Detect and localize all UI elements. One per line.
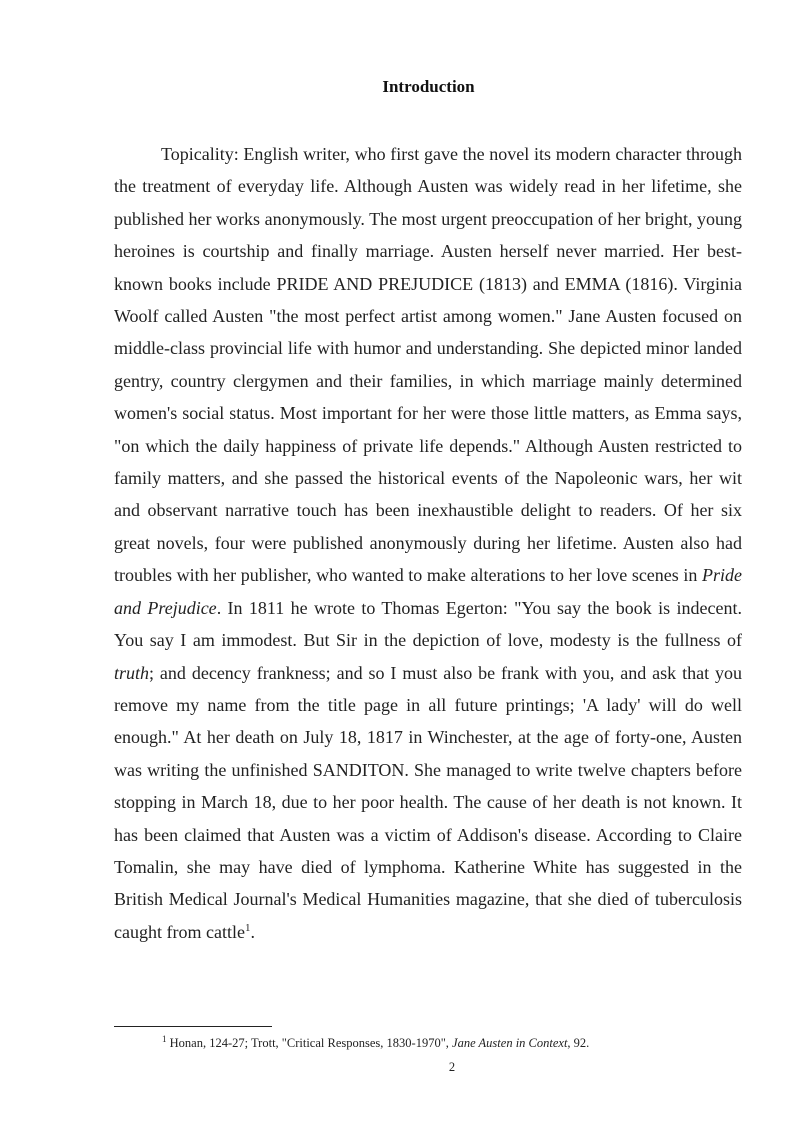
italic-word-truth: truth — [114, 662, 150, 683]
footnote-text-end: , 92. — [567, 1036, 590, 1050]
body-text-part-4: . — [250, 921, 255, 942]
footnote-separator — [114, 1026, 272, 1027]
body-text-part-3: ; and decency frankness; and so I must also be frank with you, and ask that you remove my name from the title page in all future printings; 'A lady' will do well enough." At her death on July 18, 1817 in Winchester, at the age of forty-one, Austen was writing the unfinished SANDITON. She managed to write twelve chapters before stopping in March 18, due to her poor health. The cause of her death is not known. It has been claimed that Austen was a victim of Addison's disease. According to Claire Tomalin, she may have died of lymphoma. Katherine White has suggested in the British Medical Journal's Medical Humanities magazine, that she died of tuberculosis caught from cattle — [114, 662, 742, 942]
footnote-text: Honan, 124-27; Trott, "Critical Responses, 1830-1970", — [166, 1036, 453, 1050]
page-number: 2 — [448, 1060, 456, 1074]
body-text-part-1: Topicality: English writer, who first gave the novel its modern character through the treatment of everyday life. Although Austen was widely read in her lifetime, she published her works anonymously. The most urgent preoccupation of her bright, young heroines is courtship and finally marriage. Austen herself never married. Her best-known books include PRIDE AND PREJUDICE (1813) and EMMA (1816). Virginia Woolf called Austen "the most perfect artist among women." Jane Austen focused on middle-class provincial life with humor and understanding. She depicted minor landed gentry, country clergymen and their families, in which marriage mainly determined women's social status. Most important for her were those little matters, as Emma says, "on which the daily happiness of private life depends." Although Austen restricted to family matters, and she passed the historical events of the Napoleonic wars, her wit and observant narrative touch has been inexhaustible delight to readers. Of her six great novels, four were published anonymously during her lifetime. Austen also had troubles with her publisher, who wanted to make alterations to her love scenes in — [114, 144, 742, 586]
footnote-reference[interactable]: 1 — [244, 921, 251, 934]
body-paragraph — [114, 138, 742, 948]
body-text-part-2: . In 1811 he wrote to Thomas Egerton: "You say the book is indecent. You say I am immodest. But Sir in the depiction of love, modesty is the fullness of — [114, 597, 742, 651]
book-title-pride-and-prejudice: Pride and Prejudice — [114, 565, 742, 618]
footnote-marker: 1 — [162, 1033, 167, 1044]
page-title: Introduction — [382, 77, 475, 96]
footnote — [162, 1034, 762, 1052]
footnote-book-title: Jane Austen in Context — [452, 1036, 568, 1050]
